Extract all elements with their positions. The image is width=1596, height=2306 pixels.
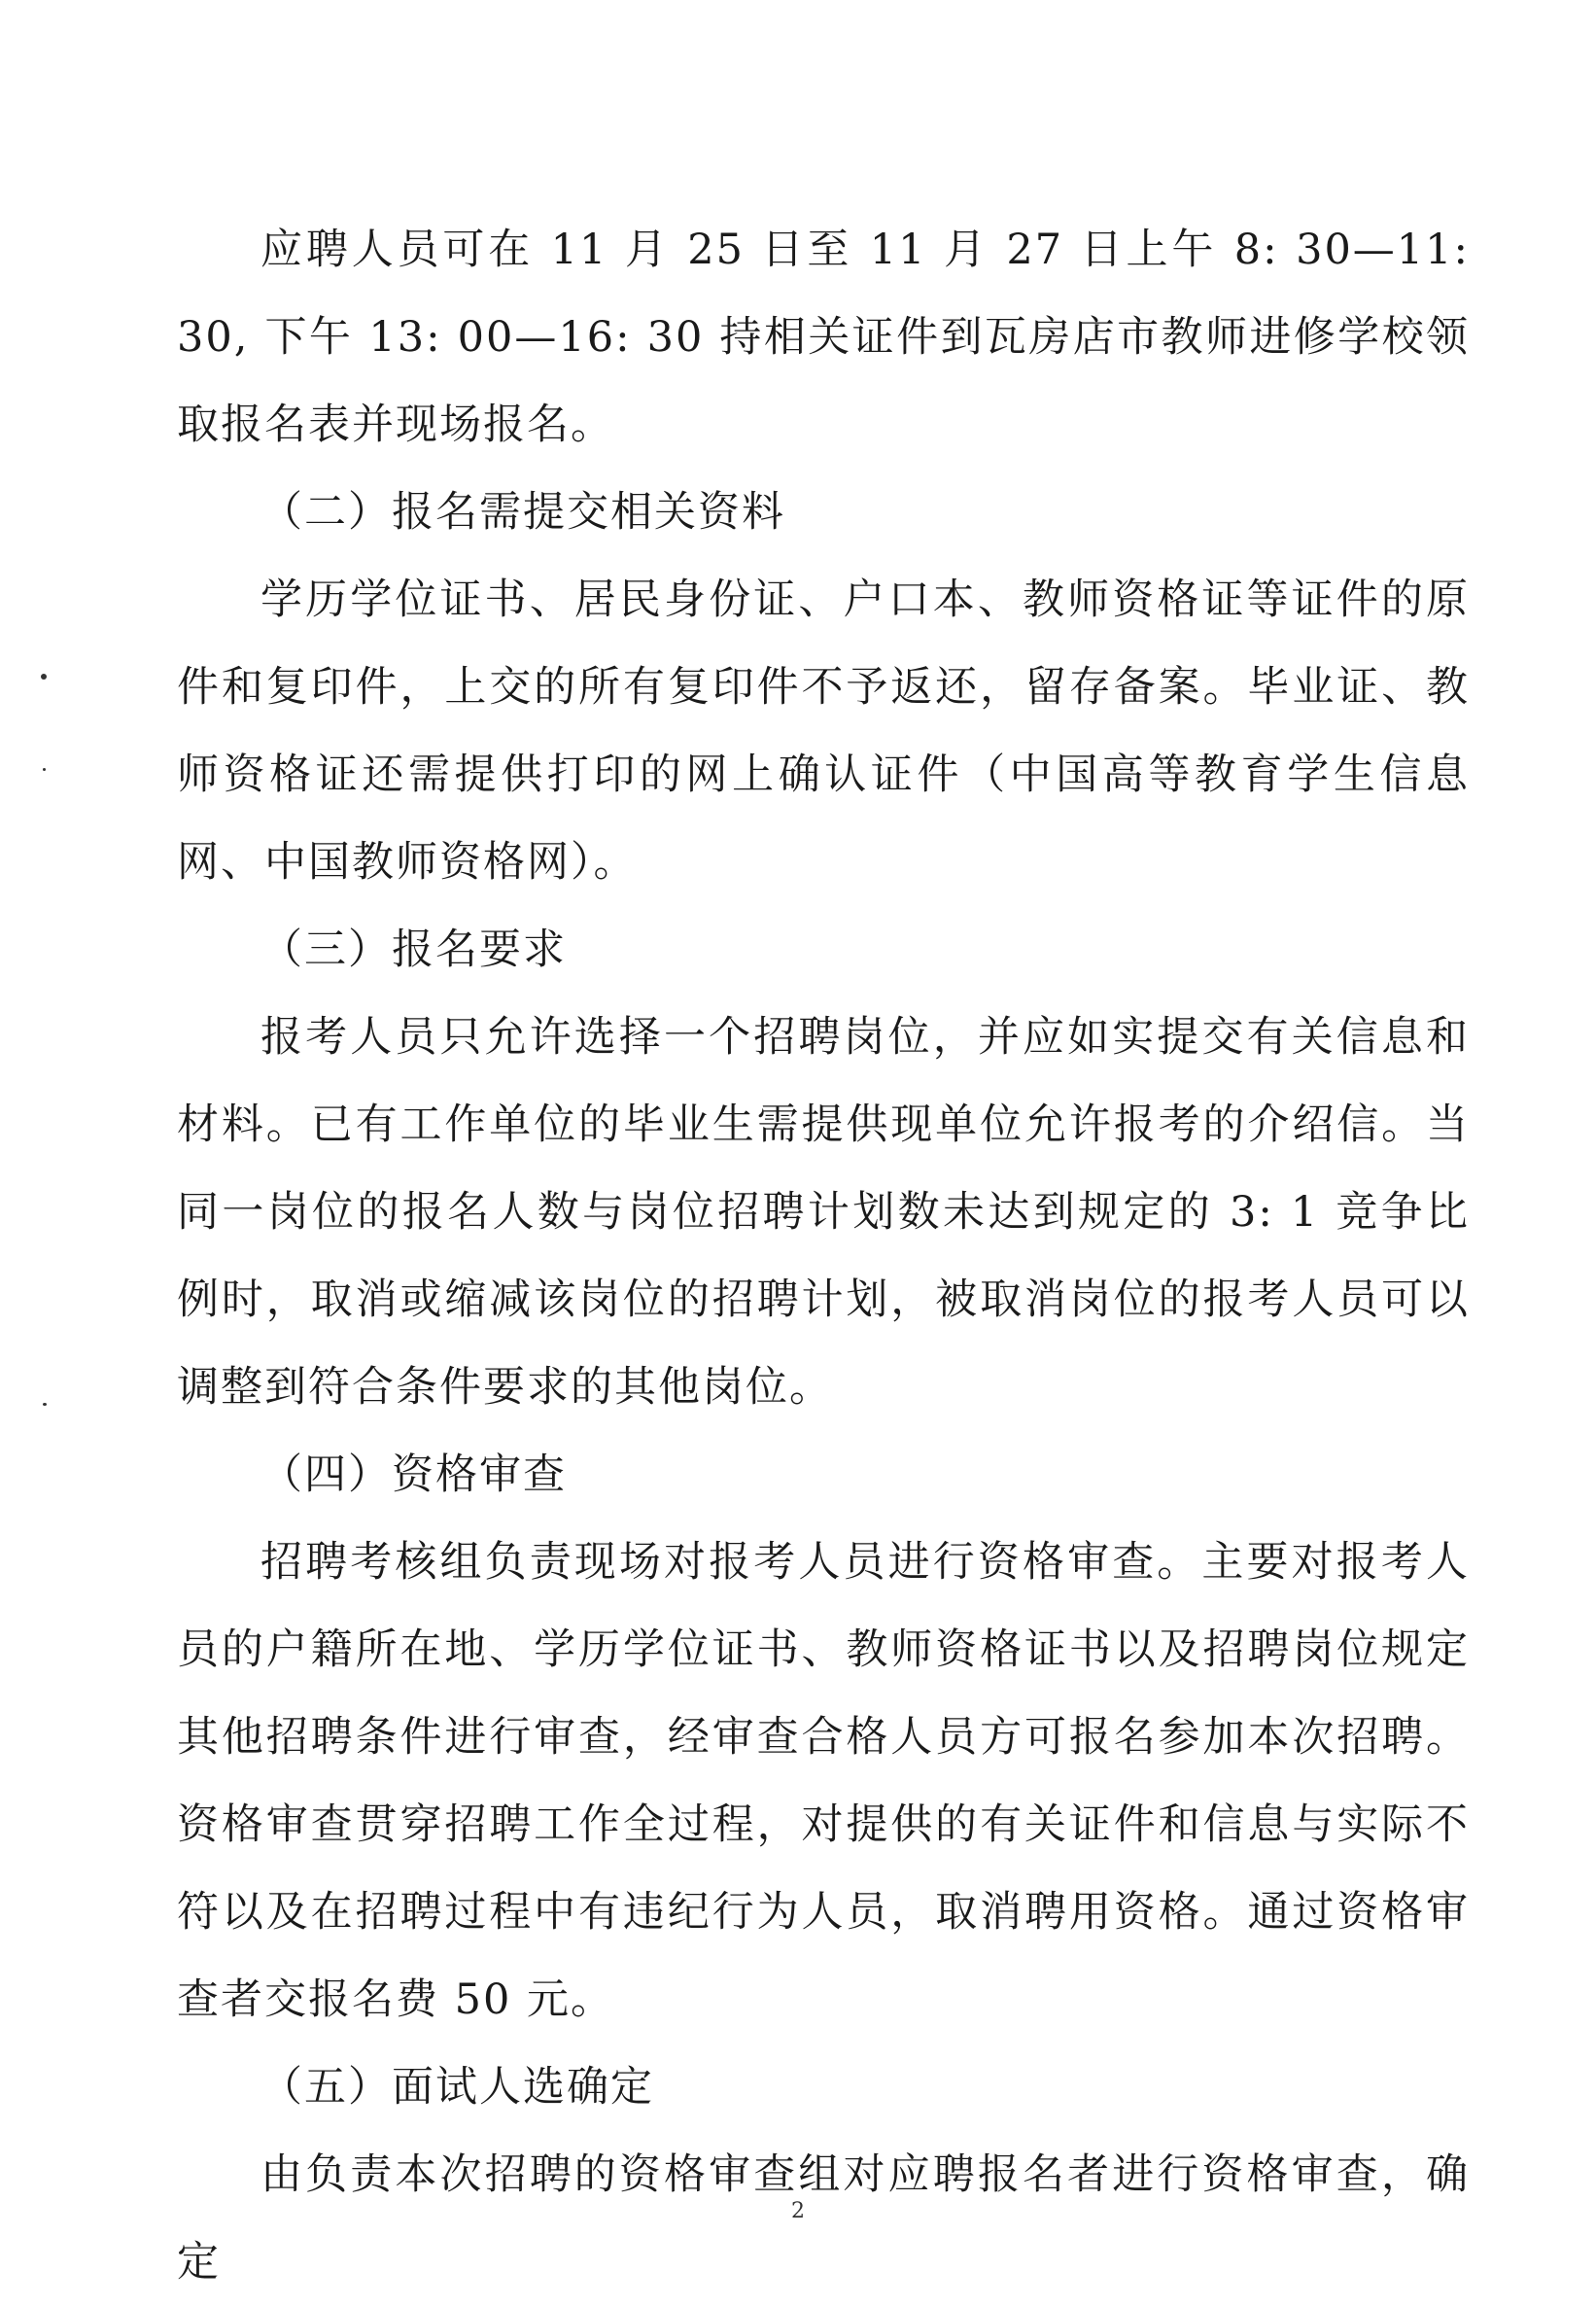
- scan-speck: [43, 768, 46, 771]
- section-heading-interview-selection: （五）面试人选确定: [260, 2063, 654, 2112]
- section-heading-required-materials: （二）报名需提交相关资料: [260, 488, 785, 537]
- paragraph-qualification-review: 招聘考核组负责现场对报考人员进行资格审查。主要对报考人员的户籍所在地、学历学位证书、教师资格证书以及招聘岗位规定其他招聘条件进行审查，经审查合格人员方可报名参加本次招聘。资格审查贯穿招聘工作全过程，对提供的有关证件和信息与实际不符以及在招聘过程中有违纪行为人员，取消聘用资格。通过资格审查者交报名费 50 元。: [177, 1538, 1470, 2024]
- paragraph-registration-time: 应聘人员可在 11 月 25 日至 11 月 27 日上午 8: 30—11: 30, 下午 13: 00—16: 30 持相关证件到瓦房店市教师进修学校领取报名表并现场报名。: [177, 226, 1470, 449]
- document-body: [177, 206, 1470, 2306]
- paragraph-required-materials: 学历学位证书、居民身份证、户口本、教师资格证等证件的原件和复印件，上交的所有复印件不予返还，留存备案。毕业证、教师资格证还需提供打印的网上确认证件（中国高等教育学生信息网、中国教师资格网）。: [177, 576, 1470, 887]
- paragraph-registration-requirements: 报考人员只允许选择一个招聘岗位，并应如实提交有关信息和材料。已有工作单位的毕业生需提供现单位允许报考的介绍信。当同一岗位的报名人数与岗位招聘计划数未达到规定的 3: 1 竞争比例时，取消或缩减该岗位的招聘计划，被取消岗位的报考人员可以调整到符合条件要求的其他岗位。: [177, 1013, 1470, 1412]
- paragraph-interview-selection: 由负责本次招聘的资格审查组对应聘报名者进行资格审查，确定: [177, 2150, 1470, 2287]
- section-heading-qualification-review: （四）资格审查: [260, 1450, 567, 1499]
- scan-speck: [43, 1403, 47, 1406]
- section-heading-registration-requirements: （三）报名要求: [260, 926, 567, 974]
- page-number: 2: [791, 2199, 805, 2223]
- scan-speck: [41, 674, 47, 680]
